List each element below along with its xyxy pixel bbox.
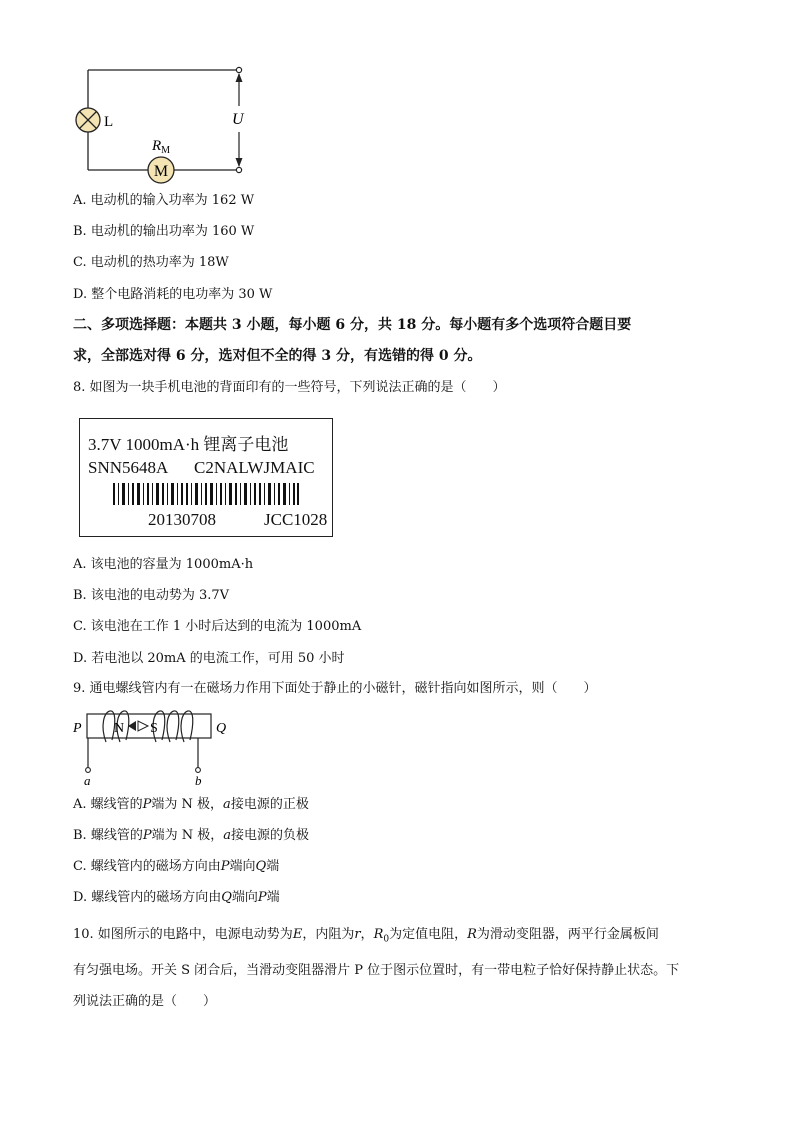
q9-option-a: A. 螺线管的P端为 N 极，a接电源的正极 [73,797,309,812]
motor-resistance-label: $R_M$ [152,138,171,156]
voltage-label: U [232,111,244,128]
battery-spec-line: 3.7V 1000mA·h 锂离子电池 [88,435,289,454]
south-pole-label: S [150,721,158,736]
section2-heading-line1: 二、多项选择题：本题共 3 小题，每小题 6 分，共 18 分。每小题有多个选项符合题目要 [73,317,632,333]
terminal-b-label: b [195,773,202,788]
circuit-diagram-lamp-motor [70,60,270,190]
q9-option-c: C. 螺线管内的磁场方向由P端向Q端 [73,859,280,874]
battery-date-code: 20130708 [148,510,216,529]
q10-stem-line3: 列说法正确的是（ ） [73,994,217,1009]
q8-option-a: A. 该电池的容量为 1000mA·h [73,557,254,572]
north-pole-label: N [114,721,125,736]
lamp-symbol [76,108,100,132]
solenoid-diagram [70,706,240,788]
q7-option-b: B. 电动机的输出功率为 160 W [73,224,255,239]
q7-option-d: D. 整个电路消耗的电功率为 30 W [73,287,273,302]
battery-batch-code: JCC1028 [264,510,328,529]
motor-label: M [153,163,169,180]
end-q-label: Q [216,721,227,736]
motor-symbol [148,157,174,183]
barcode-graphic [113,483,299,505]
q8-option-d: D. 若电池以 20mA 的电流工作，可用 50 小时 [73,651,345,666]
q8-stem: 8. 如图为一块手机电池的背面印有的一些符号，下列说法正确的是（ ） [73,380,506,395]
q8-option-b: B. 该电池的电动势为 3.7V [73,588,230,603]
q8-option-c: C. 该电池在工作 1 小时后达到的电流为 1000mA [73,619,362,634]
battery-label-box [79,418,333,537]
q9-stem: 9. 通电螺线管内有一在磁场力作用下面处于静止的小磁针，磁针指向如图所示，则（ ） [73,681,597,696]
q7-option-a: A. 电动机的输入功率为 162 W [73,193,255,208]
terminal-a-label: a [84,773,91,788]
q10-stem-line2: 有匀强电场。开关 S 闭合后，当滑动变阻器滑片 P 位于图示位置时，有一带电粒子恰好保持静止状态。下 [73,963,680,978]
battery-model-number: SNN5648A [88,458,169,477]
section2-heading-line2: 求，全部选对得 6 分，选对但不全的得 3 分，有选错的得 0 分。 [73,348,482,364]
end-p-label: P [73,721,82,736]
q7-option-c: C. 电动机的热功率为 18W [73,255,229,270]
q9-option-d: D. 螺线管内的磁场方向由Q端向P端 [73,890,280,905]
battery-serial-code: C2NALWJMAIC [194,458,315,477]
lamp-label: L [104,114,114,130]
q10-stem-line1: 10. 如图所示的电路中，电源电动势为E，内阻为r，$R_0$为定值电阻，R为滑动变阻器，两平行金属板间 [73,927,659,945]
q9-option-b: B. 螺线管的P端为 N 极，a接电源的负极 [73,828,309,843]
